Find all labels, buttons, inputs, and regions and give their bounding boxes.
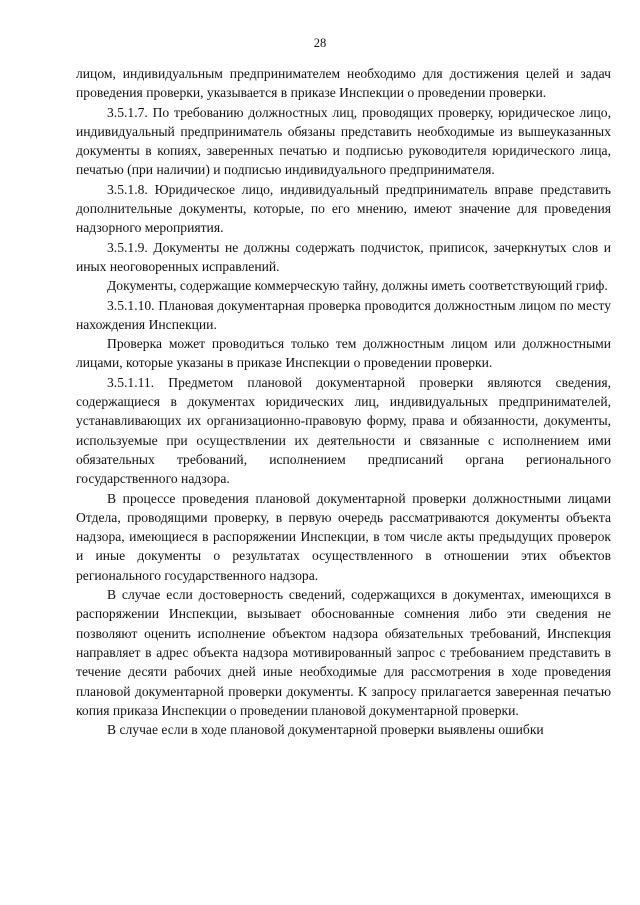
paragraph-3-5-1-8: 3.5.1.8. Юридическое лицо, индивидуальный предприниматель вправе представить дополнительные документы, которые, по его мнению, имеют значение для проведения надзорного мероприятия. [76,181,611,236]
paragraph-inspector: Проверка может проводиться только тем должностным лицом или должностными лицами, которые указаны в приказе Инспекции о проведении проверки. [76,336,611,371]
paragraph-review-process: В процессе проведения плановой документарной проверки должностными лицами Отдела, проводящими проверку, в первую очередь рассматриваются документы объекта надзора, имеющиеся в распоряжении Инспекции, в том числе акты предыдущих проверок и иные документы о результатах осуществленного в отношении этих объектов регионального государственного надзора. [76,490,611,583]
paragraph-reliability-doubts: В случае если достоверность сведений, содержащихся в документах, имеющихся в распоряжении Инспекции, вызывает обоснованные сомнения либо эти сведения не позволяют оценить исполнение объектом надзора обязательных требований, Инспекция направляет в адрес объекта надзора мотивированный запрос с требованием представить в течение десяти рабочих дней иные необходимые для рассмотрения в ходе проведения плановой документарной проверки документы. К запросу прилагается заверенная печатью копия приказа Инспекции о проведении плановой документарной проверки. [76,587,611,718]
paragraph-commercial-secret: Документы, содержащие коммерческую тайну, должны иметь соответствующий гриф. [107,278,608,294]
paragraph-continuation: лицом, индивидуальным предпринимателем необходимо для достижения целей и задач проведения проверки, указывается в приказе Инспекции о проведении проверки. [76,66,611,101]
paragraph-3-5-1-9: 3.5.1.9. Документы не должны содержать подчисток, приписок, зачеркнутых слов и иных неоговоренных исправлений. [76,239,611,274]
body-text [76,64,611,739]
paragraph-3-5-1-11: 3.5.1.11. Предметом плановой документарной проверки являются сведения, содержащиеся в документах юридических лиц, индивидуальных предпринимателей, устанавливающих их организационно-правовую форму, права и обязанности, документы, используемые при осуществлении их деятельности и связанные с исполнением ими обязательных требований, исполнением предписаний органа регионального государственного надзора. [76,374,611,487]
paragraph-errors: В случае если в ходе плановой документарной проверки выявлены ошибки [107,722,544,738]
paragraph-3-5-1-10: 3.5.1.10. Плановая документарная проверка проводится должностным лицом по месту нахождения Инспекции. [76,297,611,332]
page-number: 28 [313,36,327,50]
paragraph-3-5-1-7: 3.5.1.7. По требованию должностных лиц, проводящих проверку, юридическое лицо, индивидуальный предприниматель обязаны представить необходимые из вышеуказанных документы в копиях, заверенных печатью и подписью руководителя юридического лица, печатью (при наличии) и подписью индивидуального предпринимателя. [76,104,611,178]
